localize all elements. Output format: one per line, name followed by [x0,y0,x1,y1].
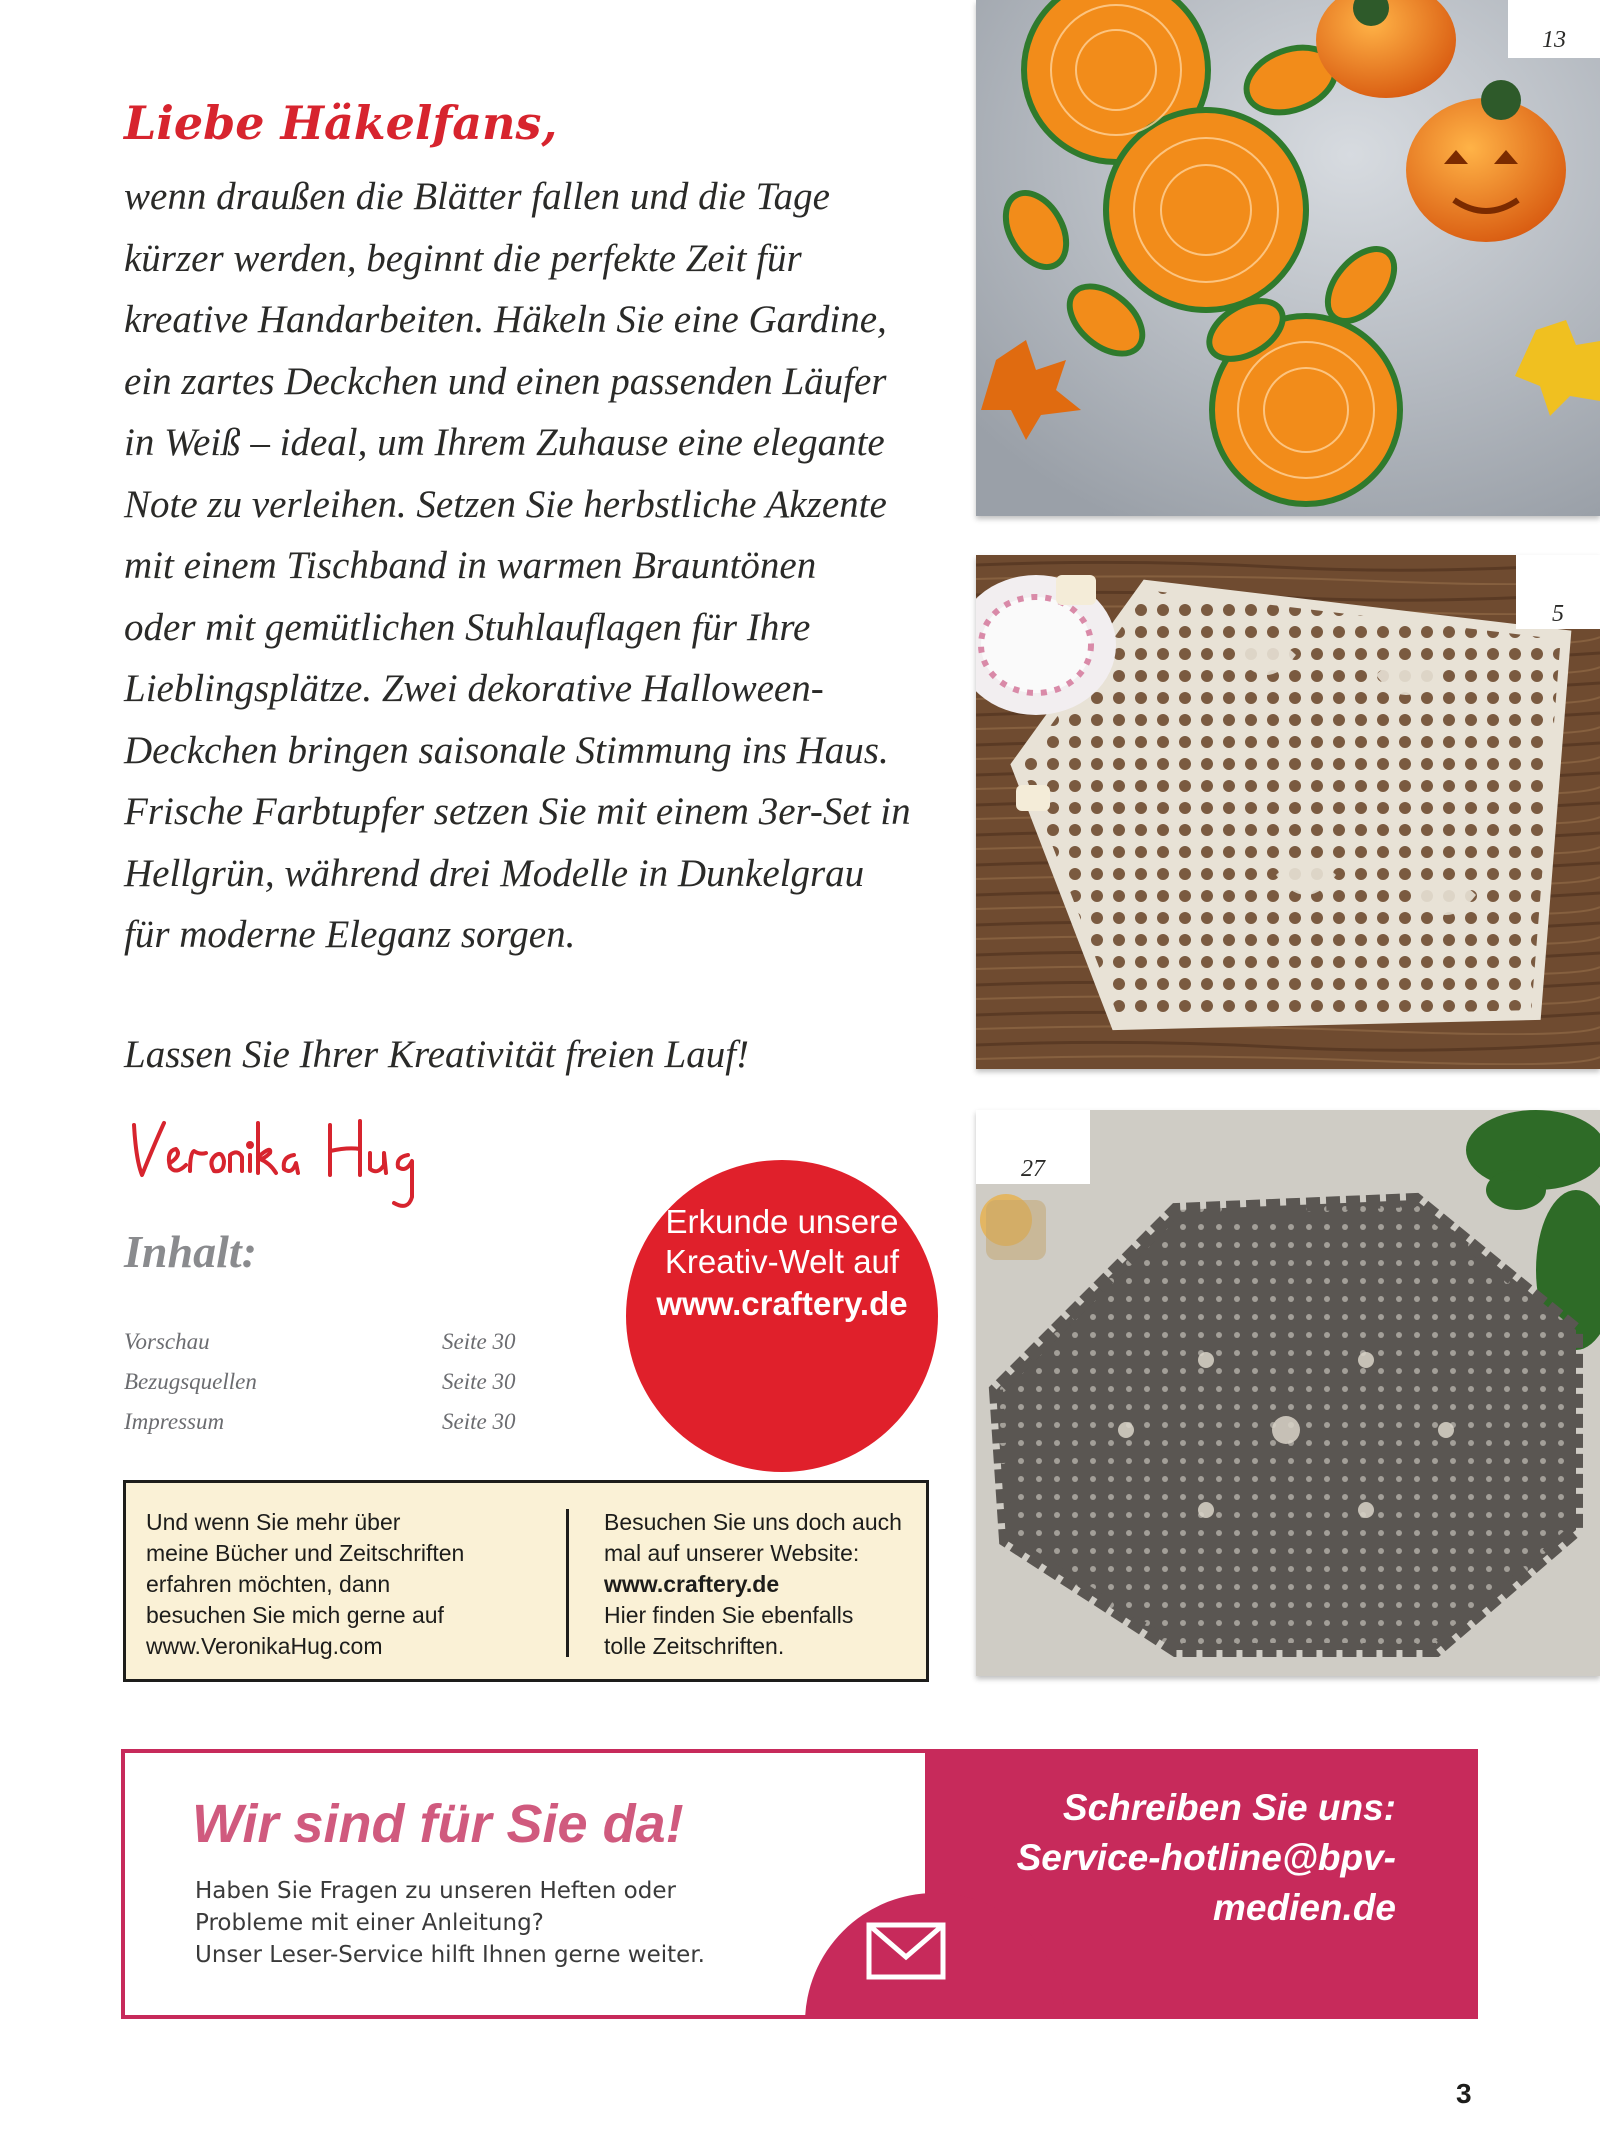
pumpkin-doilies-illustration [976,0,1600,516]
photo-grey-doily [976,1110,1600,1676]
intro-line: mit einem Tischband in warmen Brauntönen [124,544,817,587]
promo-url[interactable]: www.craftery.de [656,1285,908,1322]
info-box-author [146,1507,566,1662]
contents-list [124,1322,524,1442]
service-contact-label: Schreiben Sie uns: [1062,1787,1396,1828]
info-line: meine Bücher und Zeitschriften [146,1540,465,1566]
service-text-line: Unser Leser-Service hilft Ihnen gerne weiter. [195,1942,705,1968]
promo-line-2: Kreativ-Welt auf [664,1243,900,1280]
intro-line: ein zartes Deckchen und einen passenden Läufer [124,359,887,403]
contents-label: Impressum [124,1409,225,1434]
page-ref-badge: 13 [1508,0,1600,58]
intro-line: Deckchen bringen saisonale Stimmung ins Haus. [124,728,889,772]
info-line: erfahren möchten, dann [146,1571,391,1597]
photo-pumpkin-doilies [976,0,1600,516]
closing-line: Lassen Sie Ihrer Kreativität freien Lauf! [124,1033,750,1076]
info-line: Hier finden Sie ebenfalls [604,1602,854,1628]
service-text [195,1875,755,1971]
info-line: tolle Zeitschriften. [604,1633,785,1659]
contents-row [124,1322,524,1362]
photo-white-doily [976,555,1600,1069]
intro-line: Frische Farbtupfer setzen Sie mit einem 3er-Set in [124,790,911,833]
service-banner [121,1749,1478,2019]
author-website-link[interactable]: www.VeronikaHug.com [146,1633,383,1659]
info-box-publisher [604,1507,924,1662]
info-line: mal auf unserer Website: [604,1540,860,1566]
page-number: 3 [1456,2078,1472,2109]
info-box-divider [566,1509,569,1657]
intro-line: wenn draußen die Blätter fallen und die Tage [124,175,830,218]
intro-line: kürzer werden, beginnt die perfekte Zeit für [124,236,802,280]
service-email-link-cont[interactable]: medien.de [1213,1887,1396,1928]
intro-line: Hellgrün, während drei Modelle in Dunkelgrau [124,851,865,895]
service-email-link[interactable]: Service-hotline@bpv- [1016,1837,1396,1878]
contents-page: Seite 30 [442,1369,516,1394]
info-line: Besuchen Sie uns doch auch [604,1509,902,1535]
intro-text [124,166,984,966]
contents-label: Vorschau [124,1329,210,1354]
info-line: Und wenn Sie mehr über [146,1509,401,1535]
white-doily-illustration [976,555,1600,1069]
publisher-website-link[interactable]: www.craftery.de [604,1571,780,1597]
service-text-line: Haben Sie Fragen zu unseren Heften oder [195,1878,676,1904]
contents-page: Seite 30 [442,1329,516,1354]
intro-line: für moderne Eleganz sorgen. [124,913,576,956]
contents-row [124,1362,524,1402]
promo-circle[interactable] [626,1160,938,1472]
intro-line: in Weiß – ideal, um Ihrem Zuhause eine elegante [124,421,885,464]
contents-page: Seite 30 [442,1409,516,1434]
intro-line: kreative Handarbeiten. Häkeln Sie eine Gardine, [124,298,887,341]
contents-title: Inhalt: [124,1226,257,1277]
signature-image [124,1105,524,1225]
grey-doily-illustration [976,1110,1600,1676]
intro-line: Note zu verleihen. Setzen Sie herbstliche Akzente [124,482,887,526]
contents-label: Bezugsquellen [124,1369,257,1394]
page-ref-badge: 27 [976,1110,1090,1184]
info-line: besuchen Sie mich gerne auf [146,1602,444,1628]
promo-line-1: Erkunde unsere [665,1203,899,1240]
service-text-line: Probleme mit einer Anleitung? [195,1910,544,1936]
intro-line: oder mit gemütlichen Stuhlauflagen für Ihre [124,605,811,649]
page-ref-badge: 5 [1516,555,1600,629]
service-title: Wir sind für Sie da! [192,1794,684,1854]
contents-row [124,1402,524,1442]
intro-line: Lieblingsplätze. Zwei dekorative Halloween- [124,667,824,710]
service-contact [916,1783,1396,1933]
greeting-heading: Liebe Häkelfans, [124,96,558,150]
info-box [123,1480,929,1682]
